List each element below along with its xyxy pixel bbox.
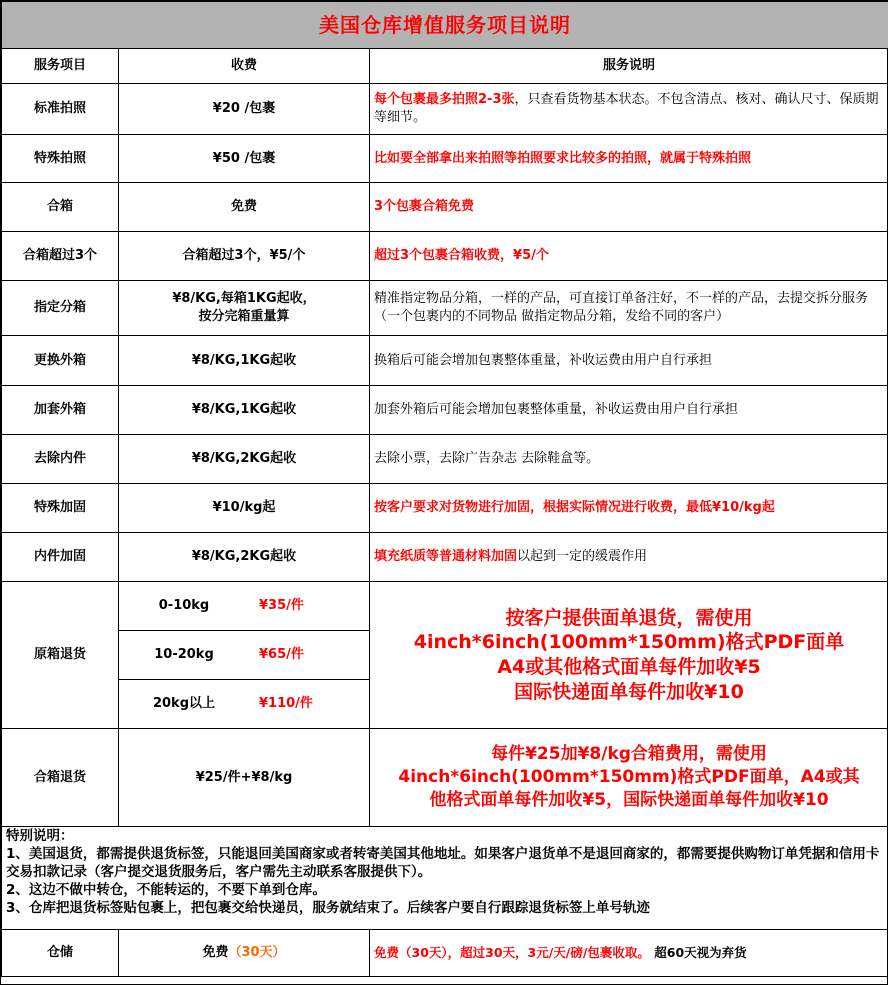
tier-weight: 10-20kg bbox=[119, 630, 249, 680]
service-desc bbox=[370, 135, 888, 183]
service-desc bbox=[370, 435, 888, 484]
tier-weight: 20kg以上 bbox=[152, 696, 216, 712]
service-item: 特殊拍照 bbox=[2, 135, 119, 183]
tier-table bbox=[119, 582, 369, 728]
fee-line: ¥8/KG,每箱1KG起收， bbox=[172, 291, 316, 307]
service-item: 指定分箱 bbox=[2, 281, 119, 336]
service-fee: 免费 bbox=[119, 183, 370, 232]
service-fee: ¥8/KG,2KG起收 bbox=[119, 435, 370, 484]
service-item: 加套外箱 bbox=[2, 386, 119, 435]
table-row bbox=[2, 336, 888, 386]
table-row bbox=[2, 281, 888, 336]
tier-row bbox=[119, 680, 369, 728]
table-row bbox=[2, 386, 888, 435]
service-item: 去除内件 bbox=[2, 435, 119, 484]
service-fee: ¥50 /包裹 bbox=[119, 135, 370, 183]
fee-line: 按分完箱重量算 bbox=[198, 309, 290, 324]
service-item: 仓储 bbox=[2, 930, 119, 977]
tier-price: ¥65/件 bbox=[249, 630, 369, 680]
service-item: 合箱退货 bbox=[2, 729, 119, 827]
note-line: 2、这边不做中转仓，不能转运的，不要下单到仓库。 bbox=[6, 881, 326, 898]
table-row bbox=[2, 135, 888, 183]
service-desc bbox=[370, 533, 888, 582]
service-item: 特殊加固 bbox=[2, 484, 119, 533]
desc-text: 以起到一定的缓震作用 bbox=[517, 549, 648, 565]
service-fee: ¥25/件+¥8/kg bbox=[119, 729, 370, 827]
header-item: 服务项目 bbox=[2, 49, 119, 84]
tier-row bbox=[119, 630, 369, 680]
service-fee: ¥10/kg起 bbox=[119, 484, 370, 533]
fee-period: （30天） bbox=[228, 945, 286, 961]
table-row-return-merge bbox=[2, 729, 888, 827]
desc-highlight: 免费（30天），超过30天，3元/天/磅/包裹收取。 bbox=[374, 944, 650, 960]
service-desc bbox=[370, 232, 888, 281]
header-row bbox=[2, 49, 888, 84]
tier-weight: 0-10kg bbox=[119, 582, 249, 630]
desc-highlight: 每个包裹最多拍照2-3张 bbox=[374, 92, 515, 108]
service-desc bbox=[370, 386, 888, 435]
desc-line: 4inch*6inch(100mm*150mm)格式PDF面单，A4或其 bbox=[398, 767, 860, 788]
header-fee: 收费 bbox=[119, 49, 370, 84]
return-merge-desc bbox=[370, 729, 888, 827]
desc-line: 每件¥25加¥8/kg合箱费用，需使用 bbox=[491, 744, 767, 765]
desc-text: ，只查看货物基本状态。不包含清点、核对、确认尺寸、保质期等细节。 bbox=[374, 92, 879, 125]
desc-text: 精准指定物品分箱，一样的产品，可直接订单备注好，不一样的产品，去提交拆分服务（一个包裹内的不同物品 做指定物品分箱，发给不同的客户） bbox=[374, 291, 869, 324]
desc-highlight: 超过3个包裹合箱收费，¥5/个 bbox=[374, 248, 549, 264]
desc-line: 按客户提供面单退货，需使用 bbox=[505, 606, 753, 629]
service-item: 合箱 bbox=[2, 183, 119, 232]
desc-text: 超60天视为弃货 bbox=[649, 944, 747, 960]
notes-heading: 特别说明： bbox=[6, 828, 74, 844]
note-line: 1、美国退货，都需提供退货标签，只能退回美国商家或者转寄美国其他地址。如果客户退货单不是退回商家的，都需要提供购物订单凭据和信用卡交易扣款记录（客户提交退货服务后，客户需先主动联系客服提供下）。 bbox=[6, 845, 880, 880]
service-fee: ¥8/KG,1KG起收 bbox=[119, 336, 370, 386]
service-desc bbox=[370, 484, 888, 533]
note-line: 3、仓库把退货标签贴包裹上，把包裹交给快递员，服务就结束了。后续客户要自行跟踪退货标签上单号轨迹 bbox=[6, 899, 650, 916]
tier-row bbox=[119, 582, 369, 630]
table-row-storage bbox=[2, 930, 888, 977]
tier-price: ¥110/件 bbox=[259, 696, 313, 712]
tier-table-cell bbox=[119, 582, 370, 729]
desc-line: 他格式面单每件加收¥5，国际快递面单每件加收¥10 bbox=[429, 789, 829, 810]
service-desc bbox=[370, 336, 888, 386]
table-row bbox=[2, 533, 888, 582]
fee-text: 免费 bbox=[202, 945, 229, 961]
desc-highlight: 3个包裹合箱免费 bbox=[374, 199, 475, 215]
desc-line: A4或其他格式面单每件加收¥5 bbox=[497, 656, 761, 678]
service-item: 更换外箱 bbox=[2, 336, 119, 386]
desc-highlight: 比如要全部拿出来拍照等拍照要求比较多的拍照，就属于特殊拍照 bbox=[374, 150, 752, 166]
service-item: 合箱超过3个 bbox=[2, 232, 119, 281]
service-desc bbox=[370, 183, 888, 232]
header-desc: 服务说明 bbox=[370, 49, 888, 84]
table-row bbox=[2, 84, 888, 135]
table-row bbox=[2, 484, 888, 533]
table-row bbox=[2, 232, 888, 281]
table-row bbox=[2, 435, 888, 484]
desc-text: 加套外箱后可能会增加包裹整体重量，补收运费由用户自行承担 bbox=[374, 402, 739, 418]
desc-text: 去除小票，去除广告杂志 去除鞋盒等。 bbox=[374, 451, 600, 467]
service-fee bbox=[119, 281, 370, 336]
service-item: 标准拍照 bbox=[2, 84, 119, 135]
desc-text: 换箱后可能会增加包裹整体重量，补收运费由用户自行承担 bbox=[374, 352, 713, 368]
desc-highlight: 按客户要求对货物进行加固，根据实际情况进行收费，最低¥10/kg起 bbox=[374, 500, 775, 516]
tier-price: ¥35/件 bbox=[249, 582, 369, 630]
service-fee: ¥20 /包裹 bbox=[119, 84, 370, 135]
service-desc bbox=[370, 84, 888, 135]
page-title: 美国仓库增值服务项目说明 bbox=[2, 2, 888, 49]
service-desc bbox=[370, 281, 888, 336]
table-row-return-original bbox=[2, 582, 888, 729]
notes-row bbox=[2, 827, 888, 930]
service-fee: 合箱超过3个，¥5/个 bbox=[119, 232, 370, 281]
service-item: 内件加固 bbox=[2, 533, 119, 582]
service-table bbox=[1, 1, 888, 977]
service-fee: ¥8/KG,2KG起收 bbox=[119, 533, 370, 582]
service-desc bbox=[370, 930, 888, 977]
table-row bbox=[2, 183, 888, 232]
special-notes bbox=[2, 827, 888, 930]
return-original-desc bbox=[370, 582, 888, 729]
service-fee: ¥8/KG,1KG起收 bbox=[119, 386, 370, 435]
desc-line: 4inch*6inch(100mm*150mm)格式PDF面单 bbox=[413, 631, 845, 654]
desc-line: 国际快递面单每件加收¥10 bbox=[514, 680, 744, 703]
service-item: 原箱退货 bbox=[2, 582, 119, 729]
service-fee bbox=[119, 930, 370, 977]
desc-highlight: 填充纸质等普通材料加固 bbox=[374, 549, 518, 565]
